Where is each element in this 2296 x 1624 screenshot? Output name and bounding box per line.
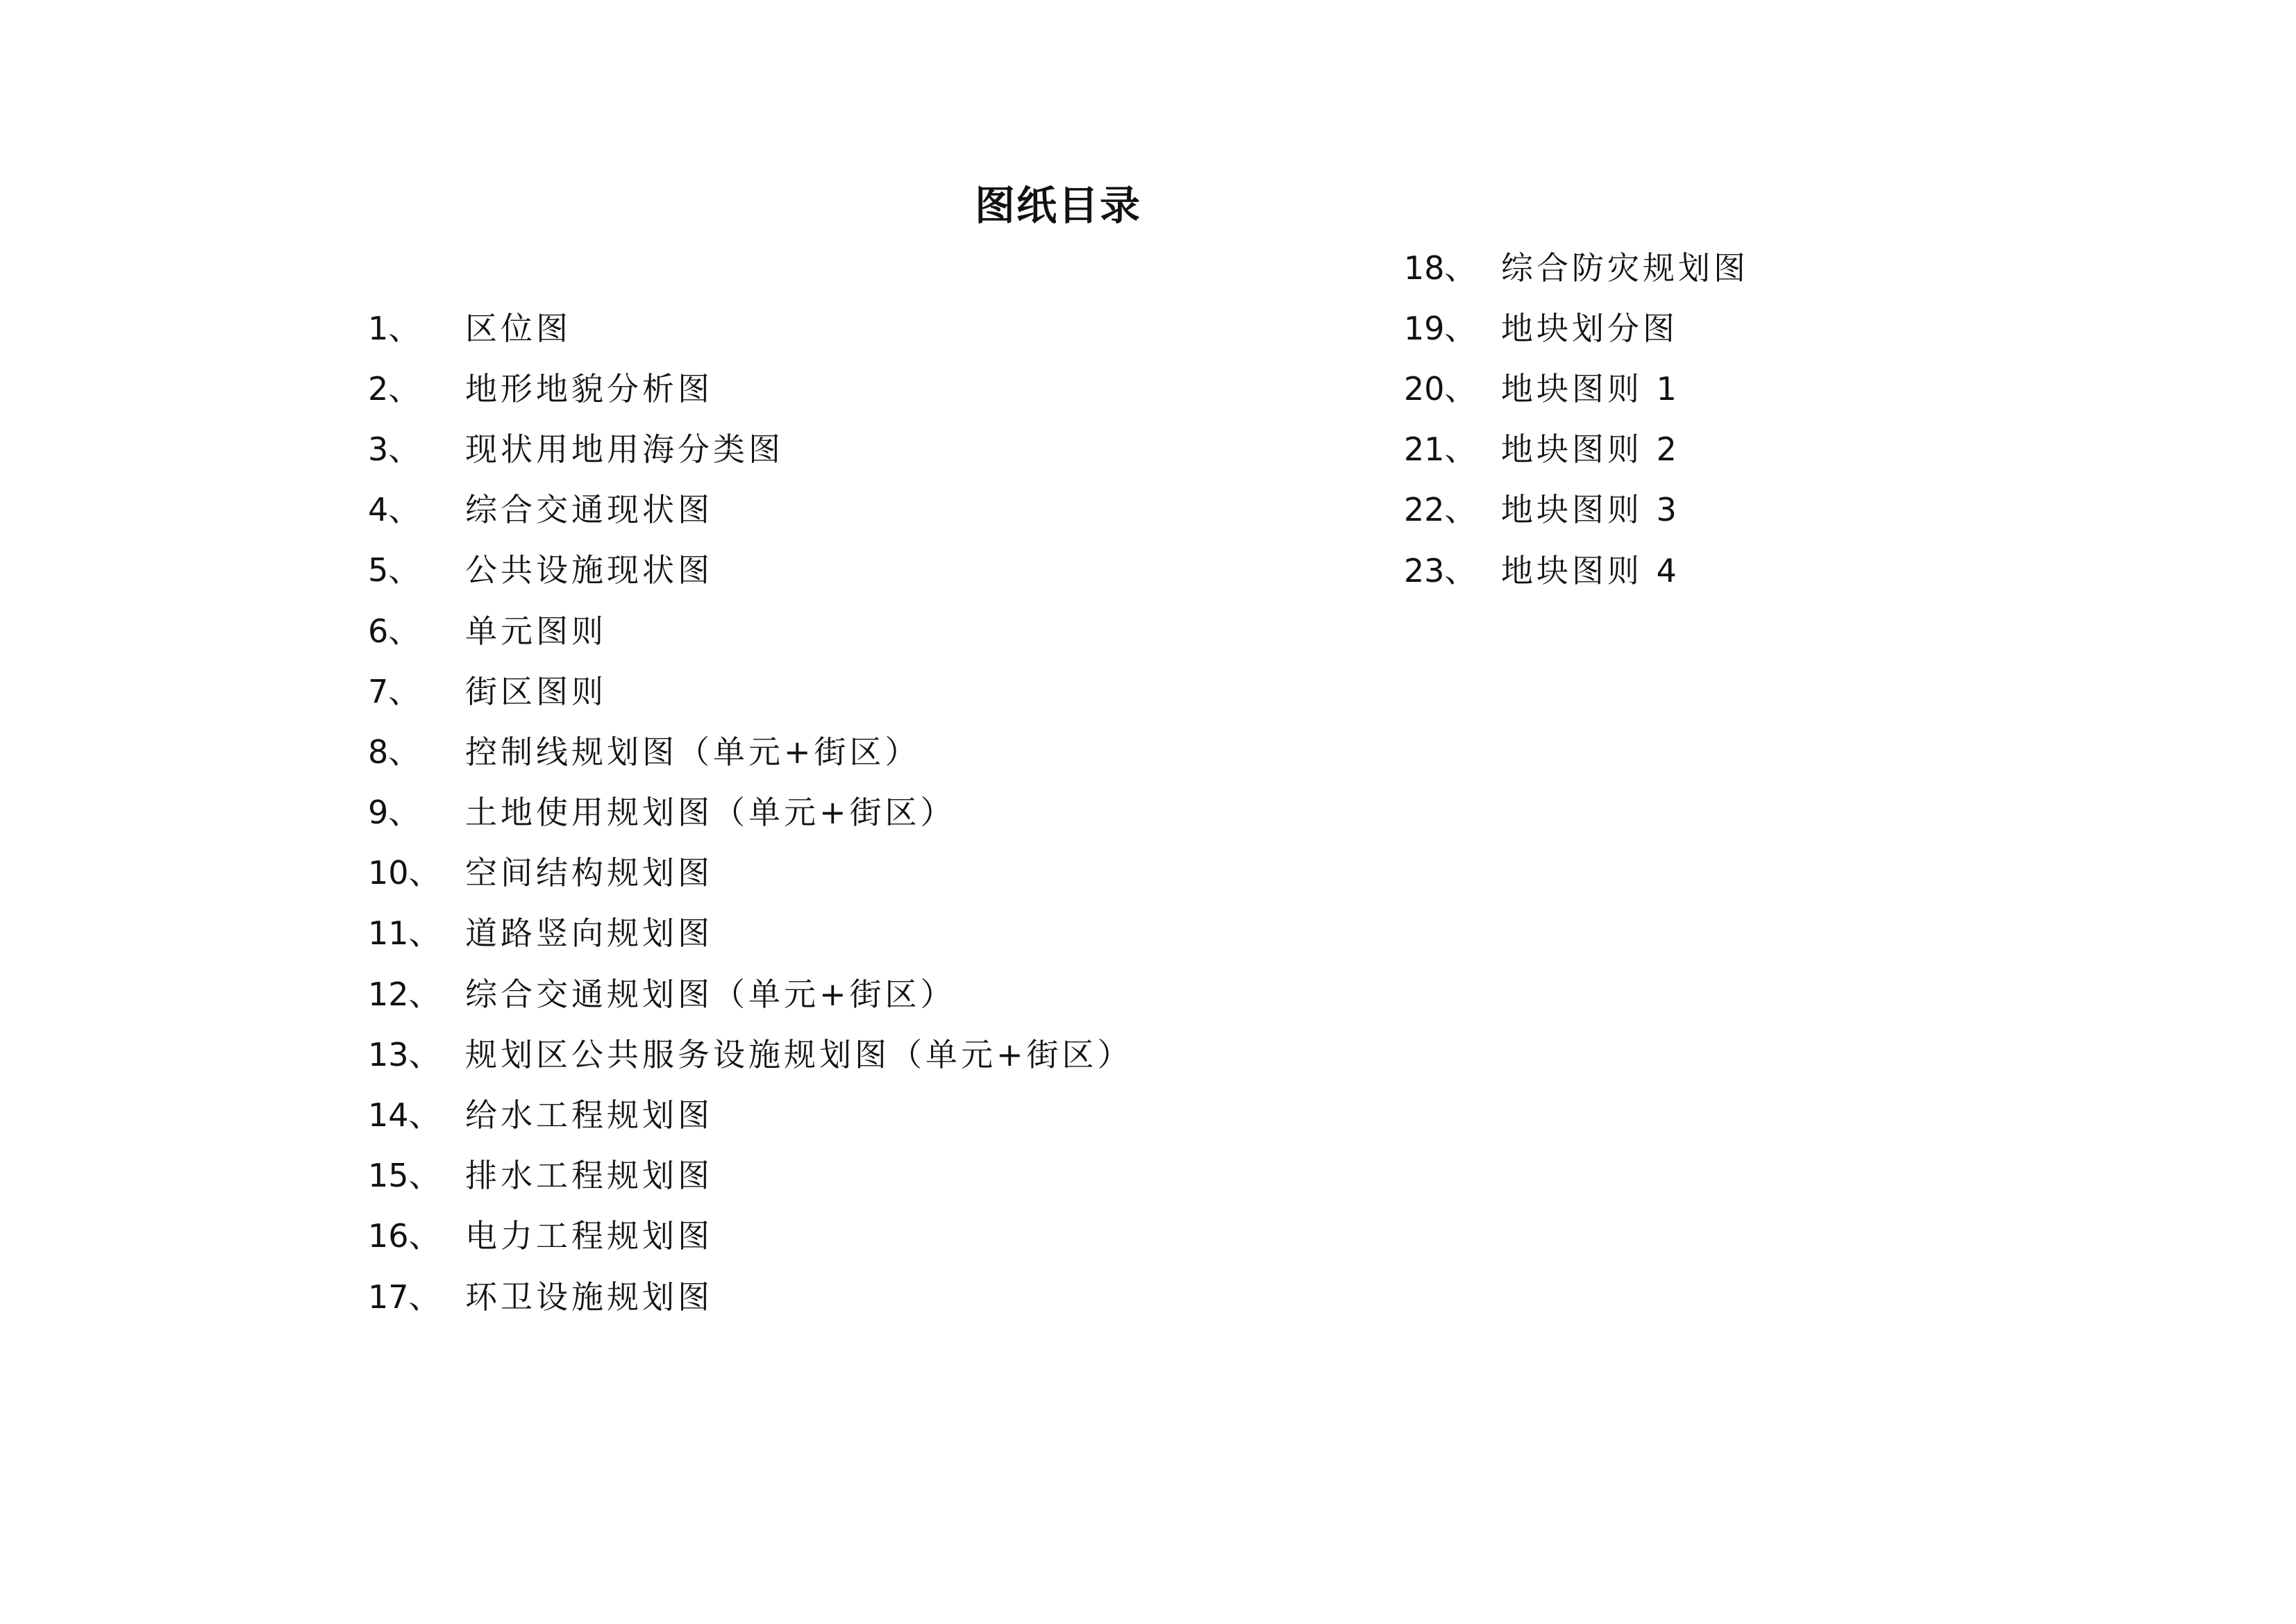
item-number: 8、: [368, 733, 421, 771]
list-item: [368, 901, 1133, 962]
item-number: 3、: [368, 430, 421, 468]
item-title: 道路竖向规划图: [465, 914, 713, 953]
item-number: 1、: [368, 309, 421, 347]
item-number: 11、: [368, 914, 441, 953]
item-number: 6、: [368, 612, 421, 650]
list-item: [368, 296, 1133, 356]
list-item: [1404, 356, 1749, 417]
item-number: 7、: [368, 672, 421, 710]
item-title: 综合交通规划图（单元+街区）: [465, 975, 956, 1013]
item-title: 区位图: [465, 309, 571, 347]
item-title: 排水工程规划图: [465, 1157, 713, 1195]
list-item: [368, 1022, 1133, 1082]
item-number: 4、: [368, 491, 421, 529]
item-title: 地块图则 2: [1501, 430, 1680, 469]
item-title: 给水工程规划图: [465, 1096, 713, 1135]
list-item: [368, 1204, 1133, 1264]
item-title: 空间结构规划图: [465, 854, 713, 892]
item-title: 现状用地用海分类图: [465, 430, 784, 468]
item-number: 2、: [368, 369, 421, 408]
item-number: 23、: [1404, 551, 1477, 589]
page-title: 图纸目录: [975, 182, 1142, 229]
item-title: 综合交通现状图: [465, 491, 713, 529]
list-item: [1404, 417, 1749, 478]
item-title: 街区图则: [465, 672, 607, 710]
list-item: [368, 841, 1133, 901]
item-number: 14、: [368, 1096, 441, 1135]
list-item: [1404, 478, 1749, 538]
item-number: 21、: [1404, 430, 1477, 469]
list-item: [368, 538, 1133, 598]
item-title: 地块图则 1: [1501, 369, 1680, 408]
list-item: [368, 719, 1133, 780]
item-title: 地块图则 4: [1501, 551, 1680, 589]
item-number: 5、: [368, 551, 421, 589]
item-title: 公共设施现状图: [465, 551, 713, 589]
list-item: [368, 478, 1133, 538]
list-item: [368, 1144, 1133, 1204]
item-number: 16、: [368, 1217, 441, 1255]
item-title: 电力工程规划图: [465, 1217, 713, 1255]
list-item: [368, 417, 1133, 477]
item-title: 土地使用规划图（单元+街区）: [465, 794, 956, 832]
item-number: 22、: [1404, 491, 1477, 529]
item-title: 规划区公共服务设施规划图（单元+街区）: [465, 1035, 1133, 1073]
item-number: 18、: [1404, 249, 1477, 287]
item-number: 20、: [1404, 369, 1477, 408]
list-item: [368, 1082, 1133, 1143]
item-number: 10、: [368, 854, 441, 892]
list-item: [1404, 538, 1749, 598]
list-item: [1404, 235, 1749, 296]
drawing-list-right: [1404, 235, 1749, 598]
item-title: 地块划分图: [1501, 309, 1678, 347]
item-number: 13、: [368, 1035, 441, 1073]
item-number: 19、: [1404, 309, 1477, 347]
list-item: [368, 356, 1133, 417]
list-item: [368, 962, 1133, 1022]
item-title: 环卫设施规划图: [465, 1278, 713, 1316]
item-number: 17、: [368, 1278, 441, 1316]
item-number: 15、: [368, 1157, 441, 1195]
item-title: 综合防灾规划图: [1501, 249, 1749, 287]
item-title: 控制线规划图（单元+街区）: [465, 733, 921, 771]
list-item: [368, 1264, 1133, 1325]
drawing-list-left: [368, 296, 1133, 1325]
list-item: [368, 659, 1133, 719]
item-number: 12、: [368, 975, 441, 1013]
list-item: [368, 598, 1133, 659]
item-title: 地形地貌分析图: [465, 369, 713, 408]
item-number: 9、: [368, 794, 421, 832]
list-item: [1404, 296, 1749, 356]
list-item: [368, 780, 1133, 841]
item-title: 单元图则: [465, 612, 607, 650]
item-title: 地块图则 3: [1501, 491, 1680, 529]
